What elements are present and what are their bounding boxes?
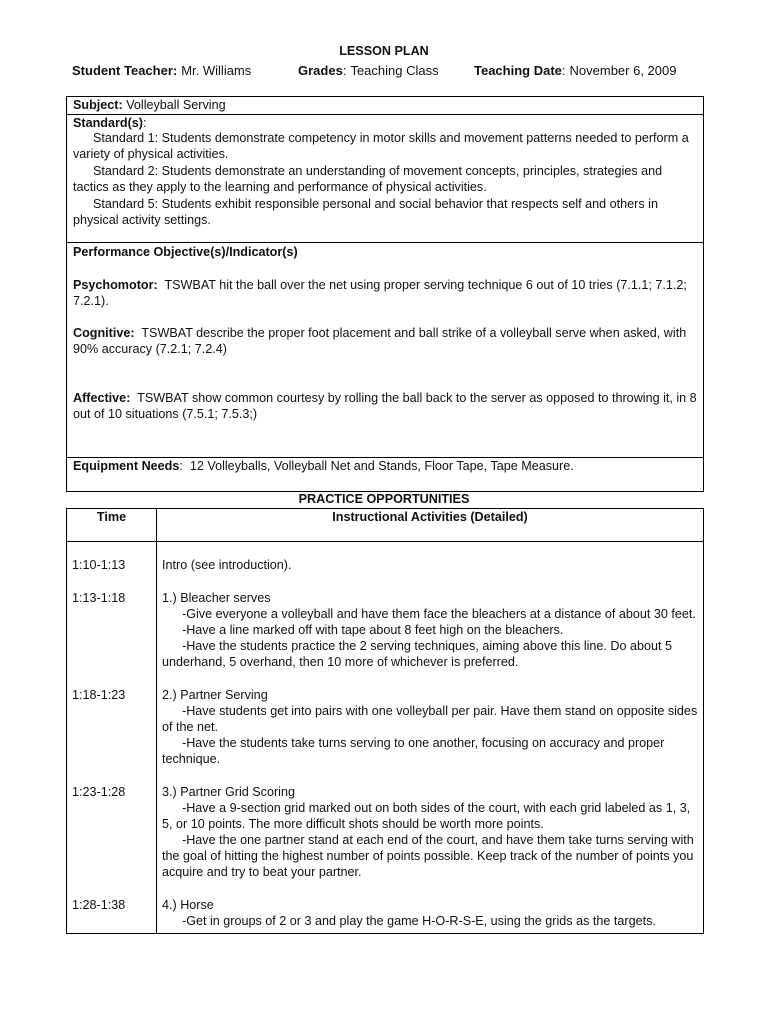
activity-heading: 1.) Bleacher serves xyxy=(162,591,271,605)
table-row xyxy=(67,895,704,934)
affective-objective: Affective: TSWBAT show common courtesy by rolling the ball back to the server as opposed to throwing it, in 8 out of 10 situations (7.5.1; 7.5.3;) xyxy=(73,391,697,421)
activity-cell xyxy=(157,685,704,782)
table-row xyxy=(67,685,704,782)
time-cell: 1:28-1:38 xyxy=(67,895,157,934)
table-row xyxy=(67,542,704,589)
equipment-line: Equipment Needs: 12 Volleyballs, Volleyball Net and Stands, Floor Tape, Tape Measure. xyxy=(67,457,703,474)
activity-heading: Intro (see introduction). xyxy=(162,558,292,572)
grades-field: Grades: Teaching Class xyxy=(298,63,439,78)
date-field: Teaching Date: November 6, 2009 xyxy=(474,63,677,78)
activity-step: -Have students get into pairs with one volleyball per pair. Have them stand on opposite sides of the net. xyxy=(162,704,698,734)
activity-step: -Have the students practice the 2 serving techniques, aiming above this line. Do about 5 underhand, 5 overhand, then 10 more of whichever is preferred. xyxy=(162,639,673,669)
activity-cell xyxy=(157,542,704,589)
teacher-field: Student Teacher: Mr. Williams xyxy=(72,63,252,78)
activity-step: -Have the one partner stand at each end of the court, and have them take turns serving with the goal of hitting the highest number of points possible. Keep track of the number of points you acquire and try to beat your partner. xyxy=(162,833,694,879)
subject-standards-box xyxy=(66,96,704,243)
objectives-label: Performance Objective(s)/Indicator(s) xyxy=(73,245,298,259)
time-cell: 1:10-1:13 xyxy=(67,542,157,589)
standard-1: Standard 1: Students demonstrate competency in motor skills and movement patterns needed to perform a variety of physical activities. xyxy=(73,131,689,161)
time-cell: 1:23-1:28 xyxy=(67,782,157,895)
time-cell: 1:18-1:23 xyxy=(67,685,157,782)
activity-step: -Give everyone a volleyball and have them face the bleachers at a distance of about 30 feet. xyxy=(182,607,696,621)
table-row xyxy=(67,782,704,895)
practice-title: PRACTICE OPPORTUNITIES xyxy=(298,492,470,506)
activity-step: -Have the students take turns serving to one another, focusing on accuracy and proper technique. xyxy=(162,736,665,766)
activity-cell xyxy=(157,782,704,895)
standard-5: Standard 5: Students exhibit responsible personal and social behavior that respects self and others in physical activity settings. xyxy=(73,197,658,227)
activity-heading: 4.) Horse xyxy=(162,898,214,912)
subject-line: Subject: Volleyball Serving xyxy=(73,98,226,112)
table-row xyxy=(67,588,704,685)
practice-table xyxy=(66,508,704,934)
standards-label: Standard(s): xyxy=(67,114,703,131)
cognitive-objective: Cognitive: TSWBAT describe the proper foot placement and ball strike of a volleyball serve when asked, with 90% accuracy (7.2.1; 7.2.4) xyxy=(73,326,687,356)
objectives-box xyxy=(66,243,704,492)
activity-heading: 3.) Partner Grid Scoring xyxy=(162,785,295,799)
activity-heading: 2.) Partner Serving xyxy=(162,688,268,702)
time-cell: 1:13-1:18 xyxy=(67,588,157,685)
activity-step: -Have a 9-section grid marked out on both sides of the court, with each grid labeled as 1, 3, 5, or 10 points. The more difficult shots should be worth more points. xyxy=(162,801,691,831)
standard-2: Standard 2: Students demonstrate an understanding of movement concepts, principles, strategies and tactics as they apply to the learning and performance of physical activities. xyxy=(73,164,663,194)
activity-step: -Get in groups of 2 or 3 and play the game H-O-R-S-E, using the grids as the targets. xyxy=(182,914,656,928)
header-row xyxy=(72,63,677,78)
time-header: Time xyxy=(67,509,157,542)
psychomotor-objective: Psychomotor: TSWBAT hit the ball over the net using proper serving technique 6 out of 10 tries (7.1.1; 7.1.2; 7.2.1). xyxy=(73,278,687,308)
activity-cell xyxy=(157,895,704,934)
activities-header: Instructional Activities (Detailed) xyxy=(157,509,704,542)
activity-step: -Have a line marked off with tape about 8 feet high on the bleachers. xyxy=(182,623,564,637)
activity-cell xyxy=(157,588,704,685)
page-title: LESSON PLAN xyxy=(339,44,429,58)
